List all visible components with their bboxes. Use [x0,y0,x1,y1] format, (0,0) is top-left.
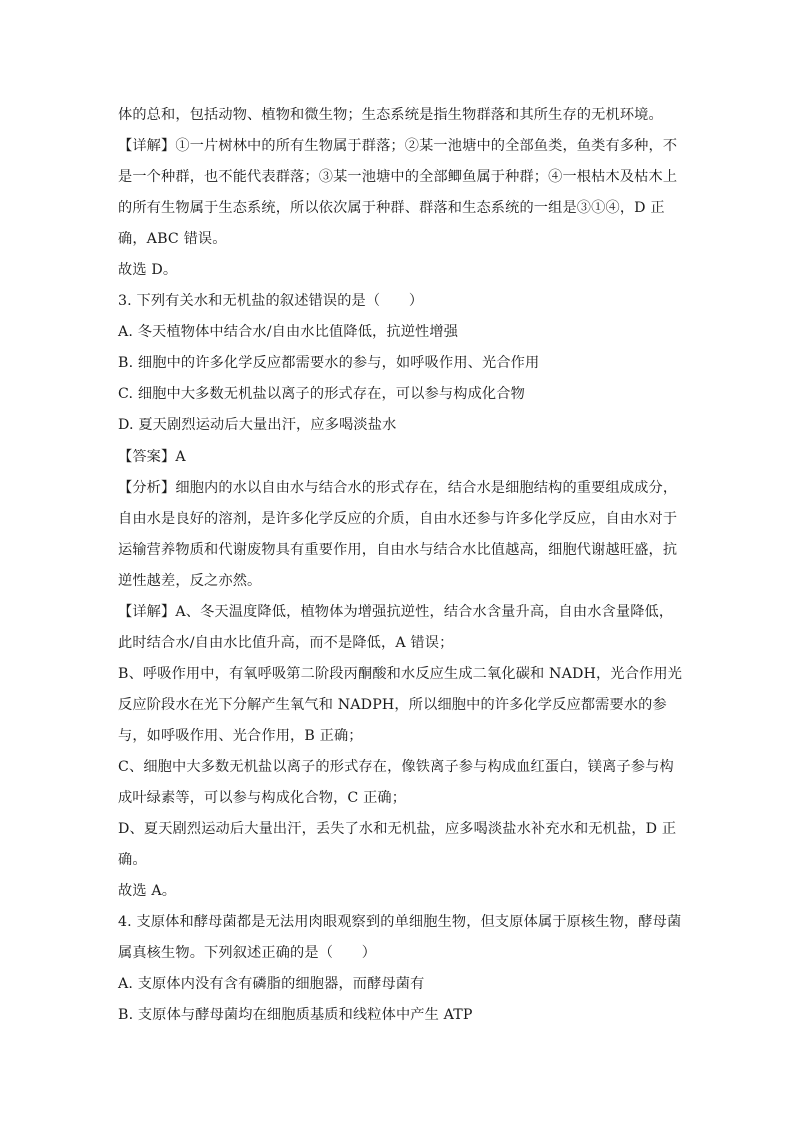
text-line: C、细胞中大多数无机盐以离子的形式存在，像铁离子参与构成血红蛋白，镁离子参与构 [118,758,674,775]
answer-line: 【答案】A [118,448,186,465]
text-line: 此时结合水/自由水比值升高，而不是降低，A 错误； [118,634,454,651]
text-line: 成叶绿素等，可以参与构成化合物，C 正确； [118,790,407,807]
text-line: 的所有生物属于生态系统，所以依次属于种群、群落和生态系统的一组是③①④，D 正 [118,200,665,217]
text-line: 是一个种群，也不能代表群落；③某一池塘中的全部鲫鱼属于种群；④一根枯木及枯木上 [118,169,678,186]
text-line: 确。 [118,852,147,869]
text-line: 逆性越差，反之亦然。 [118,572,262,589]
text-line: B、呼吸作用中，有氧呼吸第二阶段丙酮酸和水反应生成二氧化碳和 NADH，光合作用光 [118,665,683,682]
question-3-option-b: B. 细胞中的许多化学反应都需要水的参与，如呼吸作用、光合作用 [118,355,540,372]
text-line: 反应阶段水在光下分解产生氧气和 NADPH，所以细胞中的许多化学反应都需要水的参 [118,696,667,713]
text-line: D、夏天剧烈运动后大量出汗，丢失了水和无机盐，应多喝淡盐水补充水和无机盐，D 正 [118,821,677,838]
text-line: 确，ABC 错误。 [118,231,227,248]
question-4-option-b: B. 支原体与酵母菌均在细胞质基质和线粒体中产生 ATP [118,1007,473,1024]
text-line: 运输营养物质和代谢废物具有重要作用，自由水与结合水比值越高，细胞代谢越旺盛，抗 [118,541,678,558]
question-4-stem: 4. 支原体和酵母菌都是无法用肉眼观察到的单细胞生物，但支原体属于原核生物，酵母菌 [118,914,682,931]
text-line: 与，如呼吸作用、光合作用，B 正确； [118,727,363,744]
text-line: 属真核生物。下列叙述正确的是（ ） [118,945,377,962]
question-3-option-c: C. 细胞中大多数无机盐以离子的形式存在，可以参与构成化合物 [118,386,525,403]
question-3-stem: 3. 下列有关水和无机盐的叙述错误的是（ ） [118,293,424,310]
text-line: 故选 A。 [118,883,177,900]
text-line: 体的总和，包括动物、植物和微生物；生态系统是指生物群落和其所生存的无机环境。 [118,107,663,123]
question-3-option-d: D. 夏天剧烈运动后大量出汗，应多喝淡盐水 [118,417,397,434]
explanation-line: 【详解】A、冬天温度降低，植物体为增强抗逆性，结合水含量升高，自由水含量降低， [118,603,674,620]
question-4-option-a: A. 支原体内没有含有磷脂的细胞器，而酵母菌有 [118,976,425,993]
document-page [118,100,698,1031]
text-line: 【详解】①一片树林中的所有生物属于群落；②某一池塘中的全部鱼类，鱼类有多种，不 [118,138,678,155]
text-line: 自由水是良好的溶剂，是许多化学反应的介质，自由水还参与许多化学反应，自由水对于 [118,510,678,527]
text-line: 故选 D。 [118,262,178,279]
analysis-line: 【分析】细胞内的水以自由水与结合水的形式存在，结合水是细胞结构的重要组成成分， [118,479,678,496]
question-3-option-a: A. 冬天植物体中结合水/自由水比值降低，抗逆性增强 [118,324,459,341]
